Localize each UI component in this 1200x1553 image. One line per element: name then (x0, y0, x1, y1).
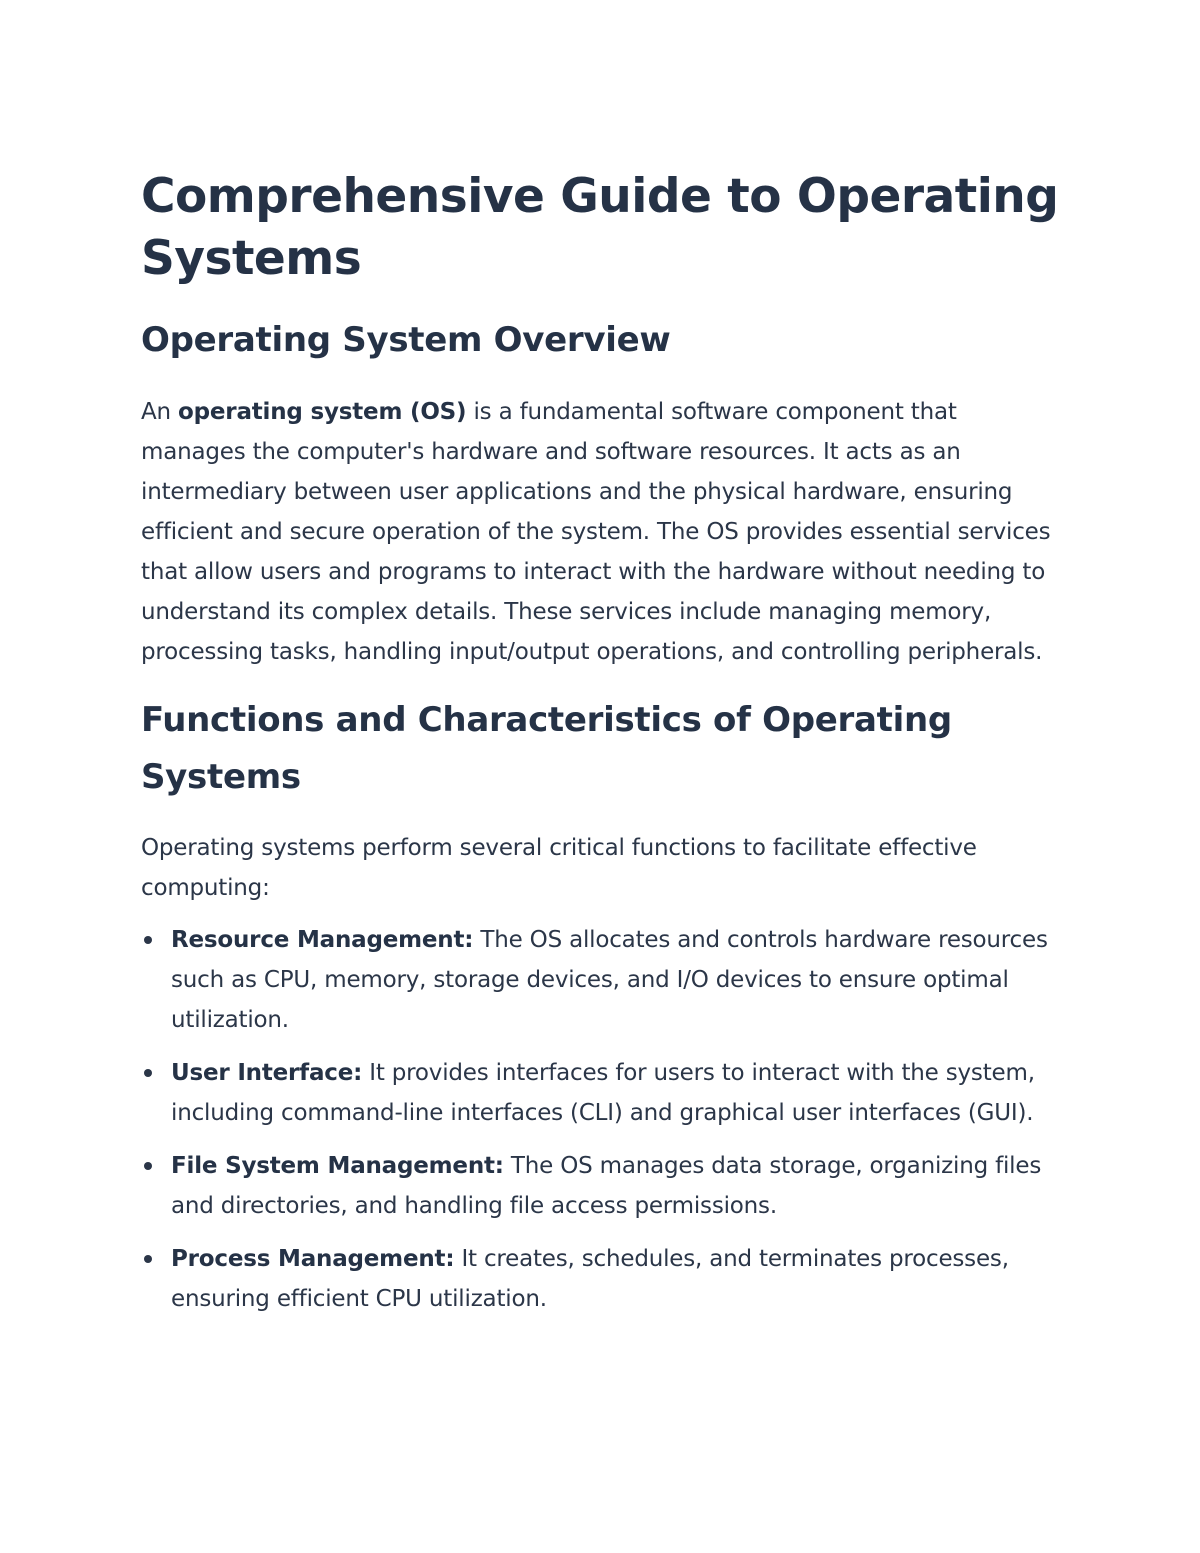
document-title: Comprehensive Guide to Operating Systems (141, 169, 1059, 286)
overview-bold-term: operating system (OS) (178, 399, 467, 425)
bullet-icon (144, 1255, 152, 1263)
list-item-text: It provides interfaces for users to interact with the system, including command-line interfaces (CLI) and graphical user interfaces (GUI). (171, 1060, 1035, 1126)
overview-prefix: An (141, 399, 179, 425)
list-item-term: File System Management: (171, 1153, 504, 1179)
functions-intro-paragraph: Operating systems perform several critical functions to facilitate effective computing: (141, 835, 977, 901)
functions-list (141, 920, 1061, 1319)
overview-paragraph (141, 392, 1061, 672)
section-heading-functions: Functions and Characteristics of Operating Systems (141, 700, 952, 797)
list-item-term: User Interface: (171, 1060, 363, 1086)
bullet-icon (144, 1069, 152, 1077)
overview-rest: is a fundamental software component that manages the computer's hardware and software resources. It acts as an intermediary between user applications and the physical hardware, ensuring efficient and secure operation of the system. The OS provides essential services that allow users and programs to interact with the hardware without needing to understand its complex details. These services include managing memory, processing tasks, handling input/output operations, and controlling peripherals. (141, 399, 1051, 665)
list-item-term: Process Management: (171, 1246, 455, 1272)
list-item (141, 1146, 1061, 1226)
document-page (141, 166, 1061, 1332)
list-item (141, 1053, 1061, 1133)
list-item-text: The OS manages data storage, organizing files and directories, and handling file access permissions. (171, 1153, 1042, 1219)
list-item-text: The OS allocates and controls hardware resources such as CPU, memory, storage devices, and I/O devices to ensure optimal utilization. (171, 927, 1048, 1033)
bullet-icon (144, 1162, 152, 1170)
list-item-term: Resource Management: (171, 927, 474, 953)
list-item (141, 920, 1061, 1040)
list-item-text: It creates, schedules, and terminates processes, ensuring efficient CPU utilization. (171, 1246, 1009, 1312)
bullet-icon (144, 936, 152, 944)
list-item (141, 1239, 1061, 1319)
section-heading-overview: Operating System Overview (141, 320, 671, 360)
